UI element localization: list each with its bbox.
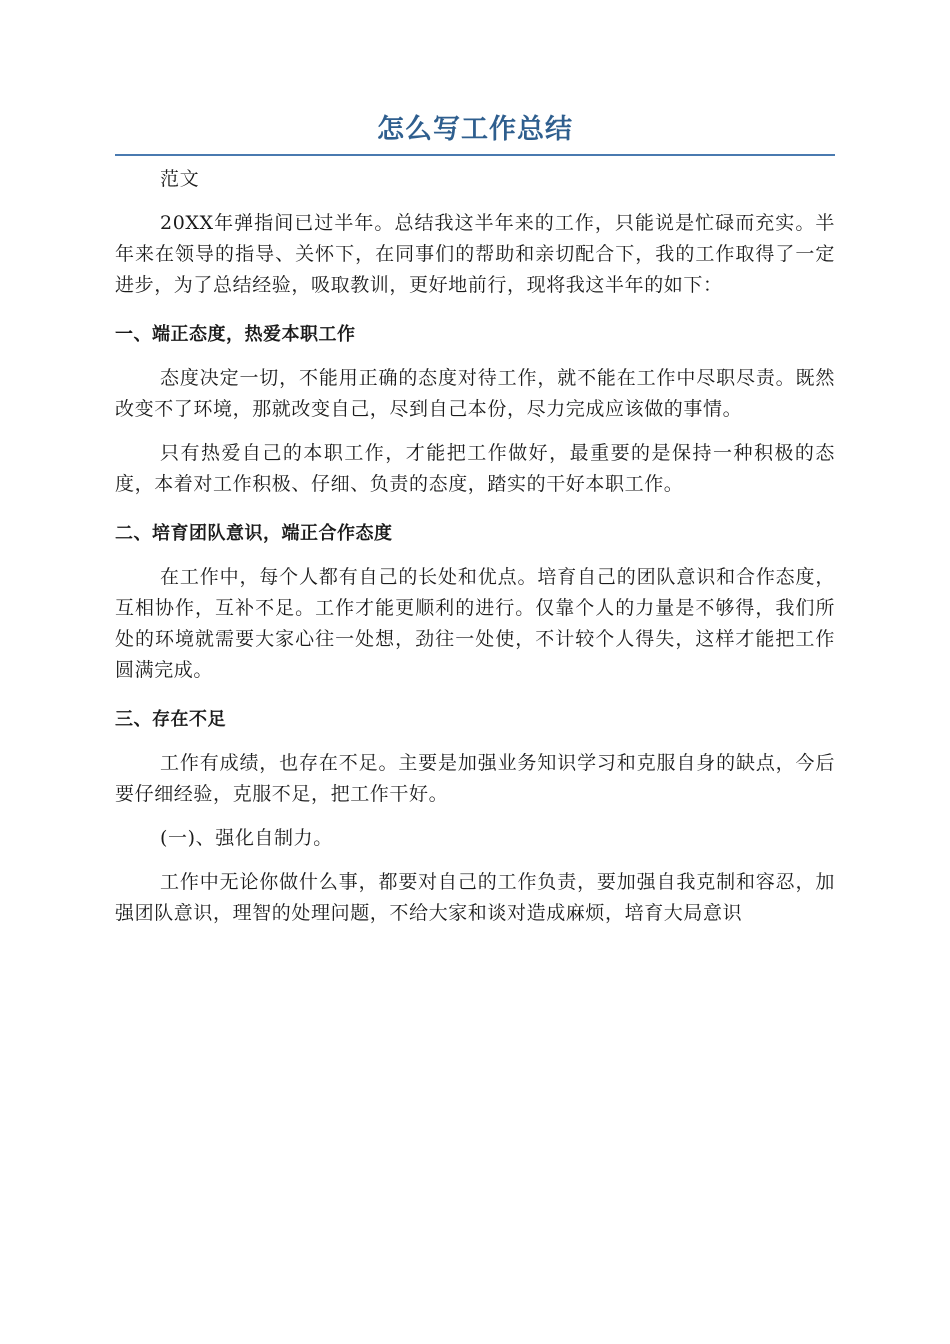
section-heading-2: 二、培育团队意识，端正合作态度: [115, 523, 393, 544]
title-underline: [115, 154, 835, 156]
intro-paragraph: 20XX年弹指间已过半年。总结我这半年来的工作，只能说是忙碌而充实。半年来在领导的指导、关怀下，在同事们的帮助和亲切配合下，我的工作取得了一定进步，为了总结经验，吸取教训，更好地前行，现将我这半年的如下：: [115, 212, 835, 296]
document-title: 怎么写工作总结: [377, 114, 573, 145]
section-1-paragraph-2: 只有热爱自己的本职工作，才能把工作做好，最重要的是保持一种积极的态度，本着对工作积极、仔细、负责的态度，踏实的干好本职工作。: [115, 442, 835, 495]
section-3-subheading: (一)、强化自制力。: [160, 827, 333, 849]
section-heading-1: 一、端正态度，热爱本职工作: [115, 324, 356, 345]
section-heading-3: 三、存在不足: [115, 709, 226, 730]
section-1-paragraph-1: 态度决定一切，不能用正确的态度对待工作，就不能在工作中尽职尽责。既然改变不了环境，那就改变自己，尽到自己本份，尽力完成应该做的事情。: [115, 367, 835, 420]
section-3-paragraph-2: 工作中无论你做什么事，都要对自己的工作负责，要加强自我克制和容忍，加强团队意识，理智的处理问题，不给大家和谈对造成麻烦，培育大局意识: [115, 871, 835, 924]
document-label: 范文: [160, 168, 200, 190]
document-page: [115, 110, 835, 929]
section-3-paragraph-1: 工作有成绩，也存在不足。主要是加强业务知识学习和克服自身的缺点，今后要仔细经验，克服不足，把工作干好。: [115, 752, 835, 805]
section-2-paragraph-1: 在工作中，每个人都有自己的长处和优点。培育自己的团队意识和合作态度，互相协作，互补不足。工作才能更顺利的进行。仅靠个人的力量是不够得，我们所处的环境就需要大家心往一处想，劲往一处使，不计较个人得失，这样才能把工作圆满完成。: [115, 566, 835, 681]
